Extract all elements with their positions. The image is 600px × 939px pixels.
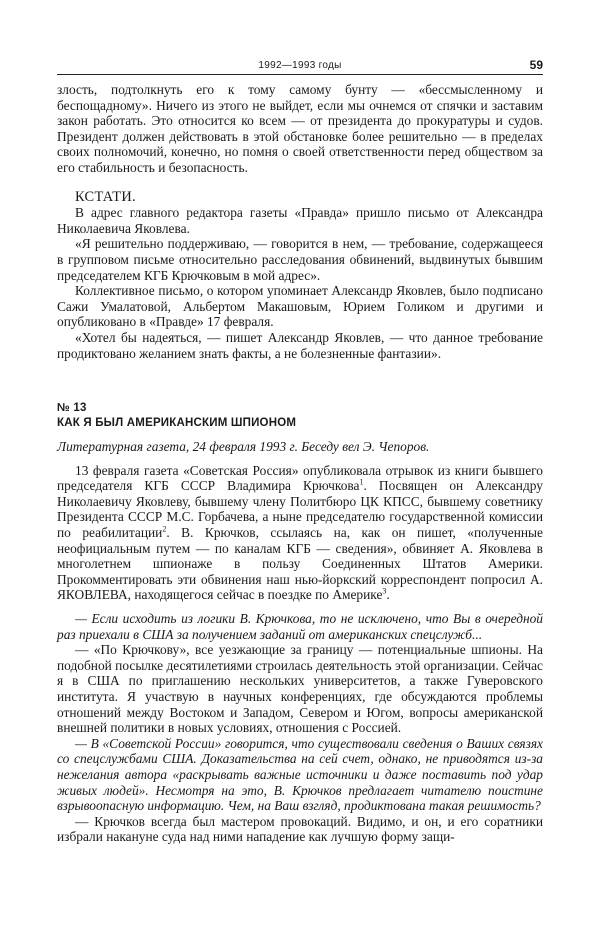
document-number: № 13 (57, 402, 87, 415)
intro-text-d: . (386, 587, 390, 603)
intro-text-c: . В. Крючков, ссылаясь на, как он пишет, «полученные неофициальным путем — по каналам КГБ — сведения», обвиняет А. Яковлева в многолетнем шпионаже в пользу Соединенных Штатов Америки. Прокомментировать эти обвинения наш нью-йоркский корреспондент попросил А. ЯКОВЛЕВА, находящегося сейчас в поездке по Америке (57, 525, 543, 603)
intro-text-b: . Посвящен он Александру Николаевичу Яковлеву, бывшему члену Политбюро ЦК КПСС, бывшему советнику Президента СССР М.С. Горбачева, а ныне председателю государственной комиссии по реабилитации (57, 478, 543, 541)
footnote-ref-1: 1 (359, 477, 364, 487)
kstati-heading: КСТАТИ. (75, 188, 136, 205)
kstati-paragraph-2: «Я решительно поддерживаю, — говорится в нем, — требование, содержащееся в групповом письме относительно расследования обвинений, выдвинутых бывшим председателем КГБ Крючковым в мой адрес». (57, 236, 543, 283)
answer-1: — «По Крючкову», все уезжающие за границу — потенциальные шпионы. На подобной посылке десятилетиями строилась деятельность этой организации. Сейчас я в США по приглашению нескольких университетов, а также Гуверовского института. Я участвую в научных конференциях, где обсуждаются проблемы отношений между Востоком и Западом, Севером и Югом, вопросы американской внешней политики в новых условиях, отношения с Россией. (57, 642, 543, 736)
continued-paragraph: злость, подтолкнуть его к тому самому бунту — «бессмысленному и беспощадному». Ничего из этого не выйдет, если мы очнемся от спячки и заставим закон работать. Это относится ко всем — от президента до прокуратуры и судов. Президент должен действовать в этой обстановке более решительно — в пределах своих полномочий, конечно, но помня о своей ответственности перед обществом за его стабильность и безопасность. (57, 82, 543, 175)
kstati-paragraph-1: В адрес главного редактора газеты «Правда» пришло письмо от Александра Николаевича Яковлева. (57, 205, 543, 236)
footnote-ref-2: 2 (162, 524, 167, 534)
document-title: КАК Я БЫЛ АМЕРИКАНСКИМ ШПИОНОМ (57, 417, 297, 430)
kstati-paragraph-4: «Хотел бы надеяться, — пишет Александр Яковлев, — что данное требование продиктовано желанием знать факты, а не болезненные фантазии». (57, 329, 543, 361)
footnote-ref-3: 3 (382, 586, 387, 596)
kstati-paragraph-3: Коллективное письмо, о котором упоминает Александр Яковлев, было подписано Сажи Умалатовой, Альбертом Макашовым, Юрием Голиком и другими и опубликовано в «Правде» 17 февраля. (57, 283, 543, 330)
document-source: Литературная газета, 24 февраля 1993 г. Беседу вел Э. Чепоров. (57, 439, 430, 455)
page-body (57, 82, 543, 845)
question-1: — Если исходить из логики В. Крючкова, то не исключено, что Вы в очередной раз приехали в США за получением заданий от американских спецслужб... (57, 611, 543, 642)
intro-paragraph (57, 463, 543, 603)
page-number: 59 (529, 58, 543, 72)
running-head-title: 1992—1993 годы (258, 60, 342, 71)
running-head (57, 58, 543, 75)
intro-text-a: 13 февраля газета «Советская Россия» опубликовала отрывок из книги бывшего председателя КГБ СССР Владимира Крючкова (57, 462, 543, 494)
answer-2: — Крючков всегда был мастером провокаций. Видимо, и он, и его соратники избрали накануне суда над ними нападение как лучшую форму защи- (57, 813, 543, 845)
question-2: — В «Советской России» говорится, что существовали сведения о Ваших связях со спецслужбами США. Доказательства на сей счет, однако, не приводятся из-за нежелания автора «раскрывать важные источники и даже поставить под удар живых людей». Несмотря на это, В. Крючков предлагает читателю поистине взрывоопасную информацию. Чем, на Ваш взгляд, продиктована такая решимость? (57, 735, 543, 814)
